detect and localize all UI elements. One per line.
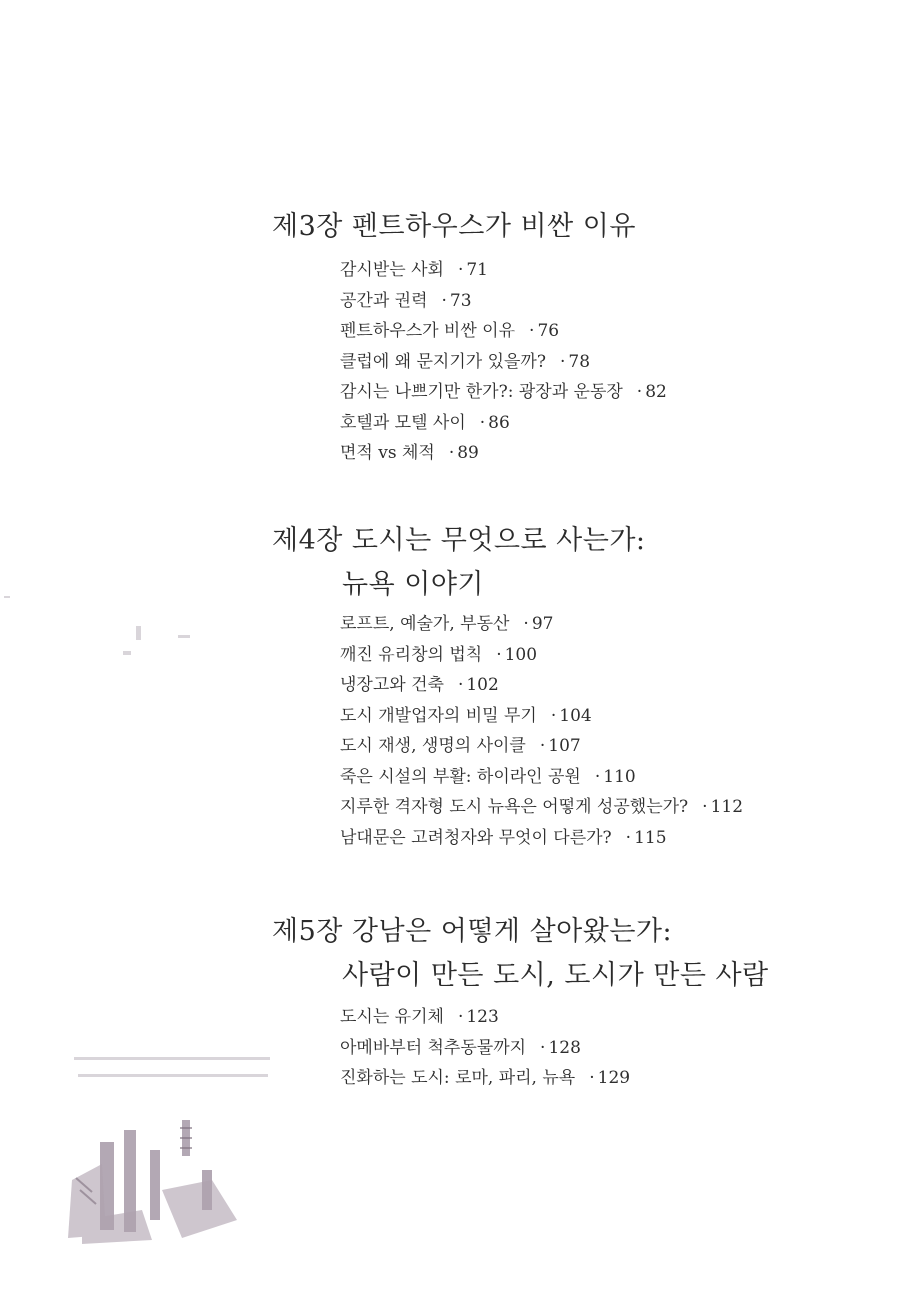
toc-entry[interactable] [340,701,743,732]
bleed-through-illustration-icon [62,1120,252,1245]
leader-dot: · [636,382,643,402]
entry-page: 76 [537,321,560,341]
leader-dot: · [550,705,557,726]
leader-dot: · [479,412,486,433]
toc-entry[interactable] [340,731,743,762]
bleed-rule-line [74,1057,270,1060]
entry-title: 펜트하우스가 비싼 이유 [340,321,516,341]
leader-dot: · [441,290,447,311]
entry-title: 도시 재생, 생명의 사이클 [340,736,526,756]
entry-title: 아메바부터 척추동물까지 [340,1037,527,1058]
entry-page: 102 [466,675,499,695]
entry-page: 82 [645,382,667,402]
toc-entry[interactable] [340,1063,630,1094]
entry-page: 71 [466,260,488,280]
chapter-title [272,519,646,607]
toc-entry[interactable] [340,1033,630,1064]
bleed-mark-small [136,626,141,640]
entry-page: 115 [634,827,667,848]
bleed-rule-line [78,1074,268,1077]
entry-page: 107 [548,736,581,756]
toc-entry[interactable] [340,255,667,286]
leader-dot: · [539,736,546,756]
entry-page: 100 [504,644,538,665]
entry-title: 도시는 유기체 [340,1007,444,1027]
chapter-title-line1: 제3장 펜트하우스가 비싼 이유 [272,211,636,242]
leader-dot: · [559,351,566,372]
entry-title: 냉장고와 건축 [340,675,444,695]
entry-page: 97 [531,614,554,634]
toc-entry[interactable] [340,377,667,408]
leader-dot: · [702,797,708,817]
entry-page: 78 [568,351,591,372]
toc-entry[interactable] [340,762,743,793]
entry-list [340,1002,630,1094]
toc-entry[interactable] [340,347,667,378]
leader-dot: · [457,1007,464,1027]
entry-page: 89 [457,443,479,463]
entry-title: 죽은 시설의 부활: 하이라인 공원 [340,766,581,787]
chapter-title-line1: 제5장 강남은 어떻게 살아왔는가: [272,916,673,947]
entry-title: 감시는 나쁘기만 한가?: 광장과 운동장 [340,382,623,402]
entry-page: 128 [548,1037,581,1058]
toc-entry[interactable] [340,823,743,854]
leader-dot: · [457,675,464,695]
toc-entry[interactable] [340,408,667,439]
entry-title: 공간과 권력 [340,290,428,311]
leader-dot: · [523,614,529,634]
toc-entry[interactable] [340,286,667,317]
leader-dot: · [540,1037,546,1058]
entry-page: 104 [559,705,592,726]
entry-title: 진화하는 도시: 로마, 파리, 뉴욕 [340,1068,576,1088]
entry-title: 클럽에 왜 문지기가 있을까? [340,351,546,372]
chapter-title [272,205,636,249]
entry-title: 면적 vs 체적 [340,443,435,463]
entry-title: 도시 개발업자의 비밀 무기 [340,705,537,726]
toc-entry[interactable] [340,438,667,469]
leader-dot: · [594,766,601,787]
entry-page: 73 [449,290,472,311]
entry-title: 깨진 유리창의 법칙 [340,644,483,665]
toc-entry[interactable] [340,1002,630,1033]
entry-title: 호텔과 모텔 사이 [340,412,466,433]
bleed-mark-small [123,651,131,655]
chapter-title [272,910,769,998]
leader-dot: · [448,443,455,463]
chapter-title-line2: 사람이 만든 도시, 도시가 만든 사람 [342,960,769,991]
toc-entry[interactable] [340,316,667,347]
toc-entry[interactable] [340,609,743,640]
toc-entry[interactable] [340,670,743,701]
leader-dot: · [457,260,464,280]
toc-entry[interactable] [340,640,743,671]
leader-dot: · [589,1068,595,1088]
entry-page: 123 [466,1007,499,1027]
chapter-title-line2: 뉴욕 이야기 [342,569,484,600]
bleed-mark-small [178,635,190,638]
entry-page: 86 [488,412,510,433]
entry-list [340,255,667,469]
entry-title: 지루한 격자형 도시 뉴욕은 어떻게 성공했는가? [340,797,689,817]
chapter-title-line1: 제4장 도시는 무엇으로 사는가: [272,525,646,556]
leader-dot: · [625,827,632,848]
leader-dot: · [529,321,535,341]
entry-title: 로프트, 예술가, 부동산 [340,614,510,634]
entry-page: 110 [603,766,636,787]
entry-page: 112 [710,797,744,817]
entry-list [340,609,743,853]
leader-dot: · [496,644,502,665]
entry-page: 129 [597,1068,631,1088]
toc-entry[interactable] [340,792,743,823]
entry-title: 남대문은 고려청자와 무엇이 다른가? [340,827,612,848]
margin-tick-mark [4,596,10,598]
entry-title: 감시받는 사회 [340,260,444,280]
